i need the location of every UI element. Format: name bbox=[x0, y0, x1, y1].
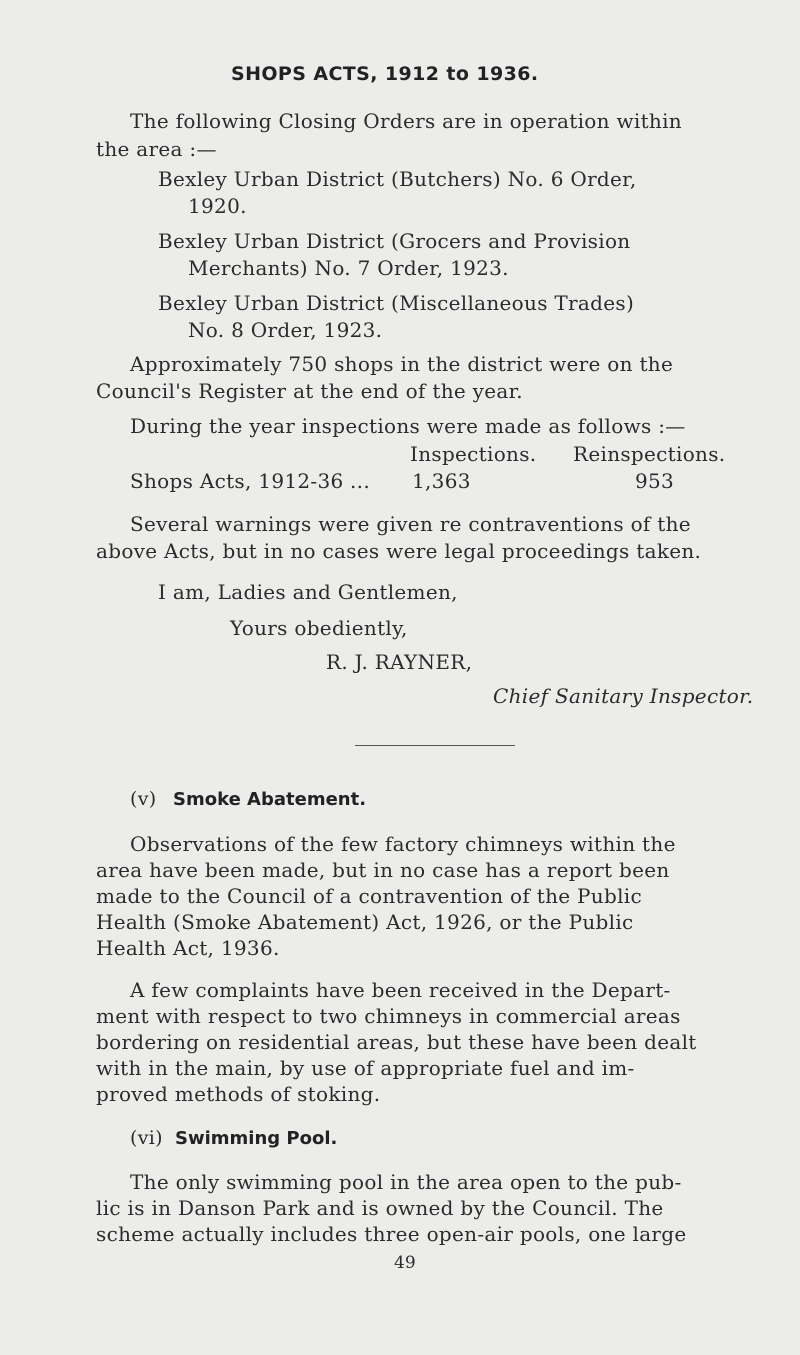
swimming-para-line-3: scheme actually includes three open-air pools, one large bbox=[96, 1222, 687, 1246]
signatory-title: Chief Sanitary Inspector. bbox=[493, 684, 754, 708]
inspections-value: 1,363 bbox=[412, 469, 471, 493]
page-number: 49 bbox=[394, 1253, 416, 1273]
smoke-para-1-line-3: made to the Council of a contravention of the Public bbox=[96, 884, 642, 908]
smoke-section-number: (v) bbox=[130, 788, 157, 810]
smoke-para-2-line-1: A few complaints have been received in the Depart- bbox=[130, 978, 671, 1002]
shops-acts-row-dots: ... bbox=[350, 469, 370, 493]
reinspections-column-header: Reinspections. bbox=[573, 442, 726, 466]
valediction: Yours obediently, bbox=[230, 616, 408, 640]
swimming-section-number: (vi) bbox=[130, 1127, 163, 1149]
intro-line-1: The following Closing Orders are in operation within bbox=[130, 109, 682, 133]
swimming-para-line-1: The only swimming pool in the area open to the pub- bbox=[130, 1170, 682, 1194]
order-2-line-2: Merchants) No. 7 Order, 1923. bbox=[188, 256, 509, 280]
order-3-line-2: No. 8 Order, 1923. bbox=[188, 318, 383, 342]
smoke-para-2-line-4: with in the main, by use of appropriate fuel and im- bbox=[96, 1056, 635, 1080]
salutation: I am, Ladies and Gentlemen, bbox=[158, 580, 458, 604]
smoke-para-2-line-2: ment with respect to two chimneys in commercial areas bbox=[96, 1004, 681, 1028]
register-line-2: Council's Register at the end of the year. bbox=[96, 379, 523, 403]
swimming-para-line-2: lic is in Danson Park and is owned by the Council. The bbox=[96, 1196, 664, 1220]
smoke-para-1-line-1: Observations of the few factory chimneys within the bbox=[130, 832, 676, 856]
smoke-para-1-line-4: Health (Smoke Abatement) Act, 1926, or the Public bbox=[96, 910, 634, 934]
swimming-section-title: Swimming Pool. bbox=[175, 1128, 338, 1149]
signatory-name: R. J. RAYNER, bbox=[326, 650, 473, 674]
order-3-line-1: Bexley Urban District (Miscellaneous Trades) bbox=[158, 291, 635, 315]
section-heading: SHOPS ACTS, 1912 to 1936. bbox=[231, 63, 539, 85]
warnings-line-2: above Acts, but in no cases were legal proceedings taken. bbox=[96, 539, 702, 563]
intro-line-2: the area :— bbox=[96, 137, 217, 161]
register-line-1: Approximately 750 shops in the district were on the bbox=[130, 352, 674, 376]
order-1-line-1: Bexley Urban District (Butchers) No. 6 Order, bbox=[158, 167, 637, 191]
section-divider bbox=[355, 745, 515, 746]
smoke-section-title: Smoke Abatement. bbox=[173, 789, 367, 810]
inspections-column-header: Inspections. bbox=[410, 442, 537, 466]
shops-acts-row-label: Shops Acts, 1912-36 bbox=[130, 469, 344, 493]
warnings-line-1: Several warnings were given re contraventions of the bbox=[130, 512, 691, 536]
order-2-line-1: Bexley Urban District (Grocers and Provision bbox=[158, 229, 631, 253]
order-1-line-2: 1920. bbox=[188, 194, 247, 218]
smoke-para-1-line-5: Health Act, 1936. bbox=[96, 936, 280, 960]
reinspections-value: 953 bbox=[635, 469, 675, 493]
smoke-para-2-line-3: bordering on residential areas, but these have been dealt bbox=[96, 1030, 697, 1054]
smoke-para-1-line-2: area have been made, but in no case has a report been bbox=[96, 858, 670, 882]
inspections-intro: During the year inspections were made as follows :— bbox=[130, 414, 686, 438]
smoke-para-2-line-5: proved methods of stoking. bbox=[96, 1082, 381, 1106]
